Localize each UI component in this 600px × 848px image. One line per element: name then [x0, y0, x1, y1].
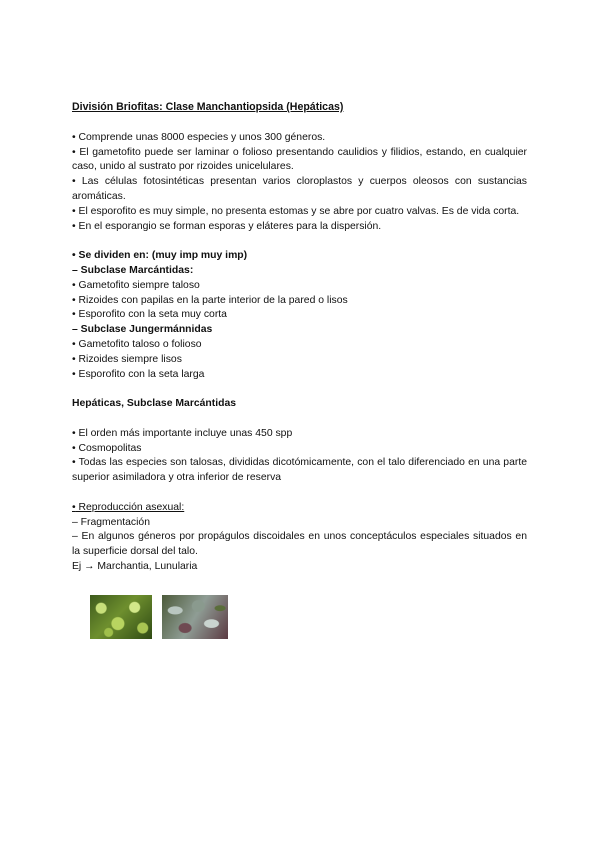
spacer — [72, 412, 527, 427]
subclass-jungermannidas-item: • Rizoides siempre lisos — [72, 353, 182, 365]
reproduction-bullet: • — [72, 501, 76, 513]
subclass-jungermannidas-item: • Gametofito taloso o folioso — [72, 338, 202, 350]
reproduction-item: – Fragmentación — [72, 516, 150, 528]
document-page — [72, 100, 527, 575]
division-heading: • Se dividen en: (muy imp muy imp) — [72, 250, 248, 262]
spacer — [72, 382, 527, 397]
reproduction-heading — [72, 501, 527, 516]
section2-item: • El orden más importante incluye unas 450 spp — [72, 427, 293, 439]
subclass-jungermannidas-title: – Subclase Jungermánnidas — [72, 324, 213, 336]
subclass-marcantidas-item: • Gametofito siempre taloso — [72, 279, 200, 291]
reproduction-title: Reproducción asexual: — [75, 501, 185, 513]
reproduction-block — [72, 501, 527, 575]
spacer — [72, 486, 527, 501]
image-group — [90, 595, 240, 641]
reproduction-item: – En algunos géneros por propágulos discoidales en unos conceptáculos especiales situados en la superficie dorsal del talo. — [72, 531, 527, 558]
section-title-marcantidas: Hepáticas, Subclase Marcántidas — [72, 398, 237, 410]
subclass-jungermannidas-item: • Esporofito con la seta larga — [72, 368, 205, 380]
subclass-marcantidas-title: – Subclase Marcántidas: — [72, 264, 194, 276]
document-title: División Briofitas: Clase Manchantiopsida (Hepáticas) — [72, 101, 344, 113]
division-block — [72, 249, 527, 382]
intro-item: • En el esporangio se forman esporas y eláteres para la dispersión. — [72, 220, 382, 232]
spacer — [72, 234, 527, 249]
lunularia-photo — [162, 595, 228, 639]
section2-list — [72, 427, 527, 486]
intro-item: • Comprende unas 8000 especies y unos 300 géneros. — [72, 131, 326, 143]
reproduction-example: Ej → Marchantia, Lunularia — [72, 560, 198, 572]
intro-item: • El gametofito puede ser laminar o folioso presentando caulidios y filidios, estando, en cualquier caso, unido al sustrato por rizoides unicelulares. — [72, 146, 527, 173]
intro-item: • El esporofito es muy simple, no presenta estomas y se abre por cuatro valvas. Es de vida corta. — [72, 205, 520, 217]
intro-item: • Las células fotosintéticas presentan varios cloroplastos y cuerpos oleosos con sustancias aromáticas. — [72, 176, 527, 202]
subclass-marcantidas-item: • Rizoides con papilas en la parte interior de la pared o lisos — [72, 294, 348, 306]
subclass-marcantidas-item: • Esporofito con la seta muy corta — [72, 309, 227, 321]
marchantia-photo — [90, 595, 152, 639]
section2-item: • Todas las especies son talosas, divididas dicotómicamente, con el talo diferenciado en una parte superior asimiladora y otra inferior de reserva — [72, 457, 527, 484]
section2-item: • Cosmopolitas — [72, 442, 142, 454]
intro-list — [72, 131, 527, 235]
